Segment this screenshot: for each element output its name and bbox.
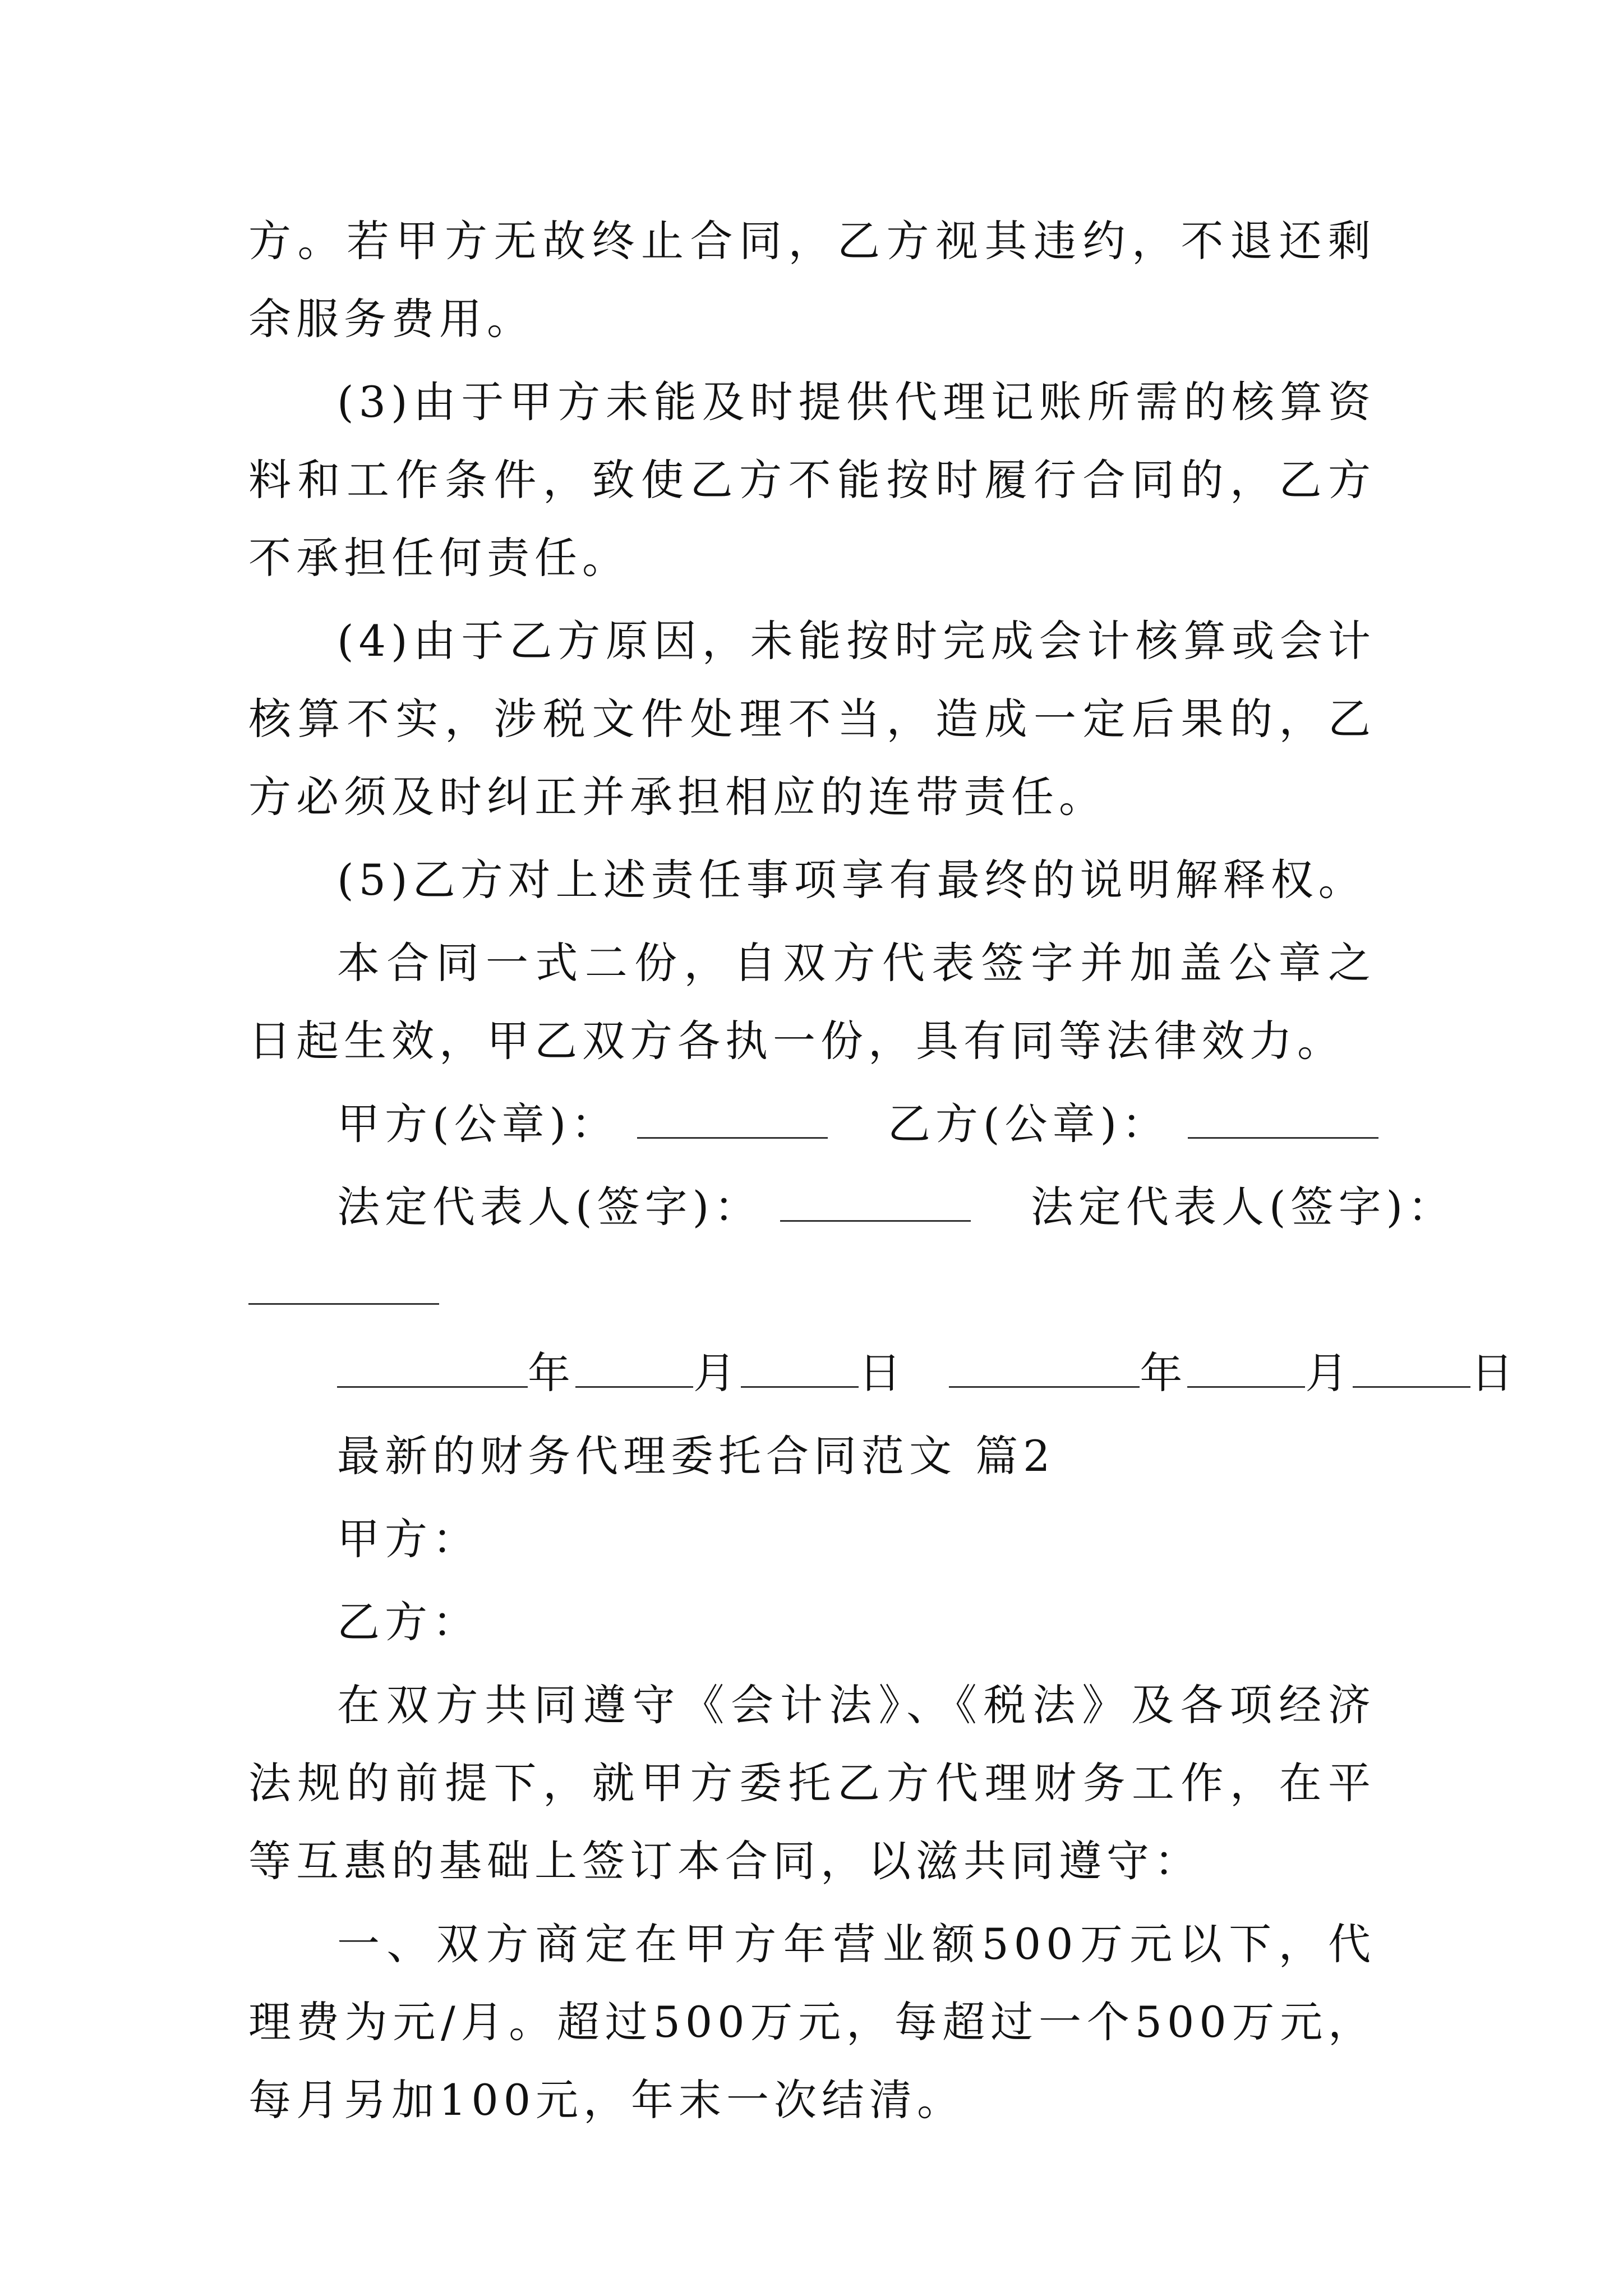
party-b-day-blank [1353, 1352, 1470, 1388]
party-b-day-label: 日 [1470, 1348, 1519, 1398]
representative-row [248, 1168, 1456, 1246]
party-b-month-blank [1187, 1352, 1305, 1388]
party-b-month-label: 月 [1305, 1348, 1353, 1398]
party-a-year-label: 年 [528, 1348, 575, 1398]
party-b-rep-label: 法定代表人(签字)： [1030, 1182, 1456, 1232]
paragraph-clause-5: (5)乙方对上述责任事项享有最终的说明解释权。 [337, 855, 1366, 905]
party-a-seal-label: 甲方(公章)： [337, 1099, 619, 1149]
seal-row [248, 1085, 1376, 1163]
party-a-day-label: 日 [859, 1348, 906, 1398]
section-2-clause-1: 一、双方商定在甲方年营业额500万元以下，代理费为元/月。超过500万元，每超过一个500万元，每月另加100元，年末一次结清。 [248, 1919, 1376, 2125]
section-2-intro: 在双方共同遵守《会计法》、《税法》及各项经济法规的前提下，就甲方委托乙方代理财务工作，在平等互惠的基础上签订本合同，以滋共同遵守： [248, 1680, 1376, 1886]
section-2-title: 最新的财务代理委托合同范文 篇2 [337, 1431, 1055, 1481]
paragraph-termination: 方。若甲方无故终止合同，乙方视其违约，不退还剩余服务费用。 [248, 216, 1376, 344]
section-2-party-b: 乙方： [337, 1597, 480, 1647]
paragraph-validity: 本合同一式二份，自双方代表签字并加盖公章之日起生效，甲乙双方各执一份，具有同等法律效力。 [248, 938, 1376, 1066]
party-b-rep-blank-row [248, 1251, 1376, 1329]
party-a-seal-blank [637, 1103, 828, 1139]
date-row [248, 1334, 1519, 1412]
party-b-seal-blank [1188, 1103, 1378, 1139]
party-a-month-blank [575, 1352, 693, 1388]
party-a-rep-label: 法定代表人(签字)： [337, 1182, 762, 1232]
party-b-seal-label: 乙方(公章)： [887, 1099, 1170, 1149]
section-2-party-a: 甲方： [337, 1514, 480, 1564]
paragraph-clause-3: (3)由于甲方未能及时提供代理记账所需的核算资料和工作条件，致使乙方不能按时履行合同的，乙方不承担任何责任。 [248, 377, 1376, 583]
party-b-rep-blank [248, 1269, 439, 1305]
party-b-year-blank [949, 1352, 1140, 1388]
document-body [248, 202, 1519, 2144]
party-a-day-blank [741, 1352, 859, 1388]
party-a-year-blank [337, 1352, 528, 1388]
party-b-year-label: 年 [1140, 1348, 1188, 1398]
paragraph-clause-4: (4)由于乙方原因，未能按时完成会计核算或会计核算不实，涉税文件处理不当，造成一定后果的，乙方必须及时纠正并承担相应的连带责任。 [248, 616, 1376, 822]
party-a-month-label: 月 [693, 1348, 741, 1398]
party-a-rep-blank [780, 1186, 971, 1222]
